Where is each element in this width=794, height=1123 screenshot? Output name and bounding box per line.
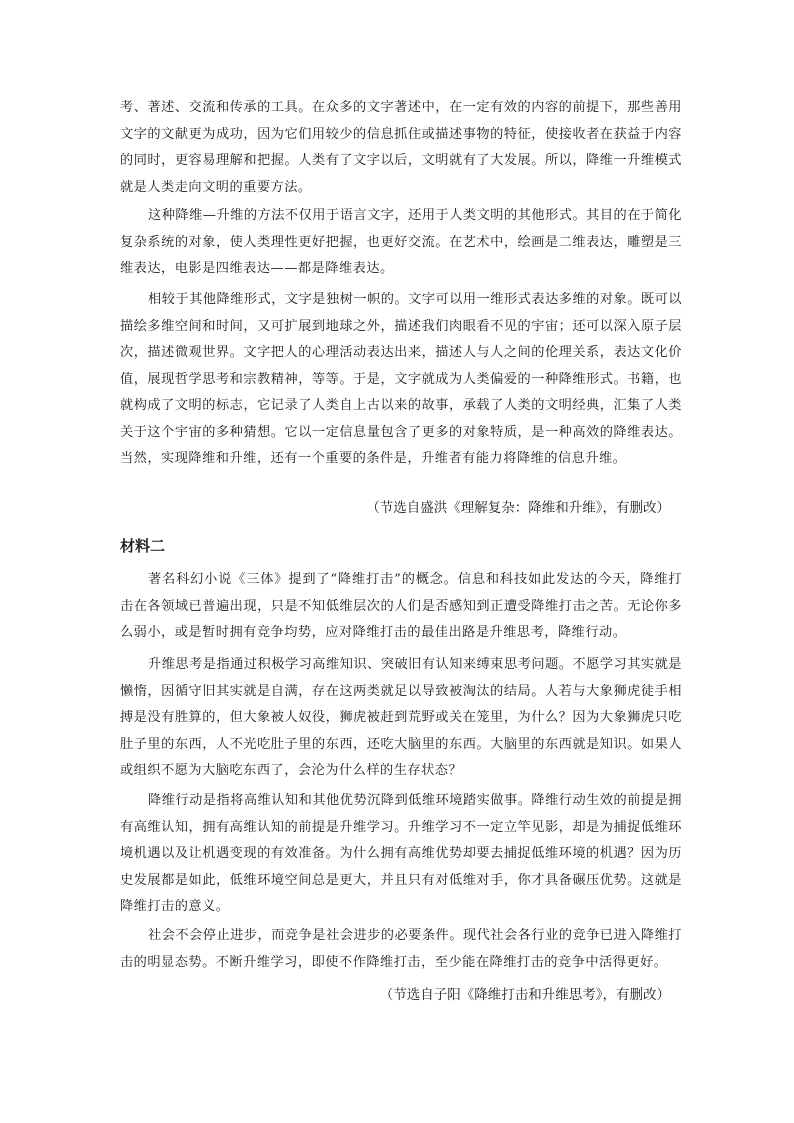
material1-paragraph-2: 这种降维—升维的方法不仅用于语言文字，还用于人类文明的其他形式。其目的在于简化复杂系统的对象，使人类理性更好把握，也更好交流。在艺术中，绘画是二维表达，雕塑是三维表达，电影是四维表达——都是降维表达。 xyxy=(120,208,682,276)
material2-paragraph-4: 社会不会停止进步，而竞争是社会进步的必要条件。现代社会各行业的竞争已进入降维打击的明显态势。不断升维学习，即使不作降维打击，至少能在降维打击的竞争中活得更好。 xyxy=(120,928,682,970)
material1-paragraph-3: 相较于其他降维形式，文字是独树一帜的。文字可以用一维形式表达多维的对象。既可以描绘多维空间和时间，又可扩展到地球之外，描述我们肉眼看不见的宇宙；还可以深入原子层次，描述微观世界。文字把人的心理活动表达出来，描述人与人之间的伦理关系，表达文化价值，展现哲学思考和宗教精神，等等。于是，文字就成为人类偏爱的一种降维形式。书籍，也就构成了文明的标志，它记录了人类自上古以来的故事，承载了人类的文明经典，汇集了人类关于这个宇宙的多种猜想。它以一定信息量包含了更多的对象特质，是一种高效的降维表达。当然，实现降维和升维，还有一个重要的条件是，升维者有能力将降维的信息升维。 xyxy=(120,292,682,466)
material2-paragraph-1: 著名科幻小说《三体》提到了“降维打击”的概念。信息和科技如此发达的今天，降维打击在各领域已普遍出现，只是不知低维层次的人们是否感知到正遭受降维打击之苦。无论你多么弱小，或是暂时拥有竞争均势，应对降维打击的最佳出路是升维思考，降维行动。 xyxy=(120,572,682,640)
material2-paragraph-3: 降维行动是指将高维认知和其他优势沉降到低维环境踏实做事。降维行动生效的前提是拥有高维认知，拥有高维认知的前提是升维学习。升维学习不一定立竿见影，却是为捕捉低维环境机遇以及让机遇变现的有效准备。为什么拥有高维优势却要去捕捉低维环境的机遇？因为历史发展都是如此，低维环境空间总是更大，并且只有对低维对手，你才具备碾压优势。这就是降维打击的意义。 xyxy=(120,793,682,914)
material1-source: （节选自盛洪《理解复杂：降维和升维》，有删改） xyxy=(366,500,670,516)
material1-paragraph-continued: 考、著述、交流和传承的工具。在众多的文字著述中，在一定有效的内容的前提下，那些善用文字的文献更为成功，因为它们用较少的信息抓住或描述事物的特征，使接收者在获益于内容的同时，更容易理解和把握。人类有了文字以后，文明就有了大发展。所以，降维一升维模式就是人类走向文明的重要方法。 xyxy=(120,100,682,195)
material2-heading: 材料二 xyxy=(120,537,166,555)
material2-paragraph-2: 升维思考是指通过积极学习高维知识、突破旧有认知来缚束思考问题。不愿学习其实就是懒惰，因循守旧其实就是自满，存在这两类就足以导致被淘汰的结局。人若与大象狮虎徒手相搏是没有胜算的，但大象被人奴役，狮虎被赶到荒野或关在笼里，为什么？因为大象狮虎只吃肚子里的东西，人不光吃肚子里的东西，还吃大脑里的东西。大脑里的东西就是知识。如果人或组织不愿为大脑吃东西了，会沦为什么样的生存状态？ xyxy=(120,657,682,778)
material2-source: （节选自子阳《降维打击和升维思考》，有删改） xyxy=(379,987,670,1003)
